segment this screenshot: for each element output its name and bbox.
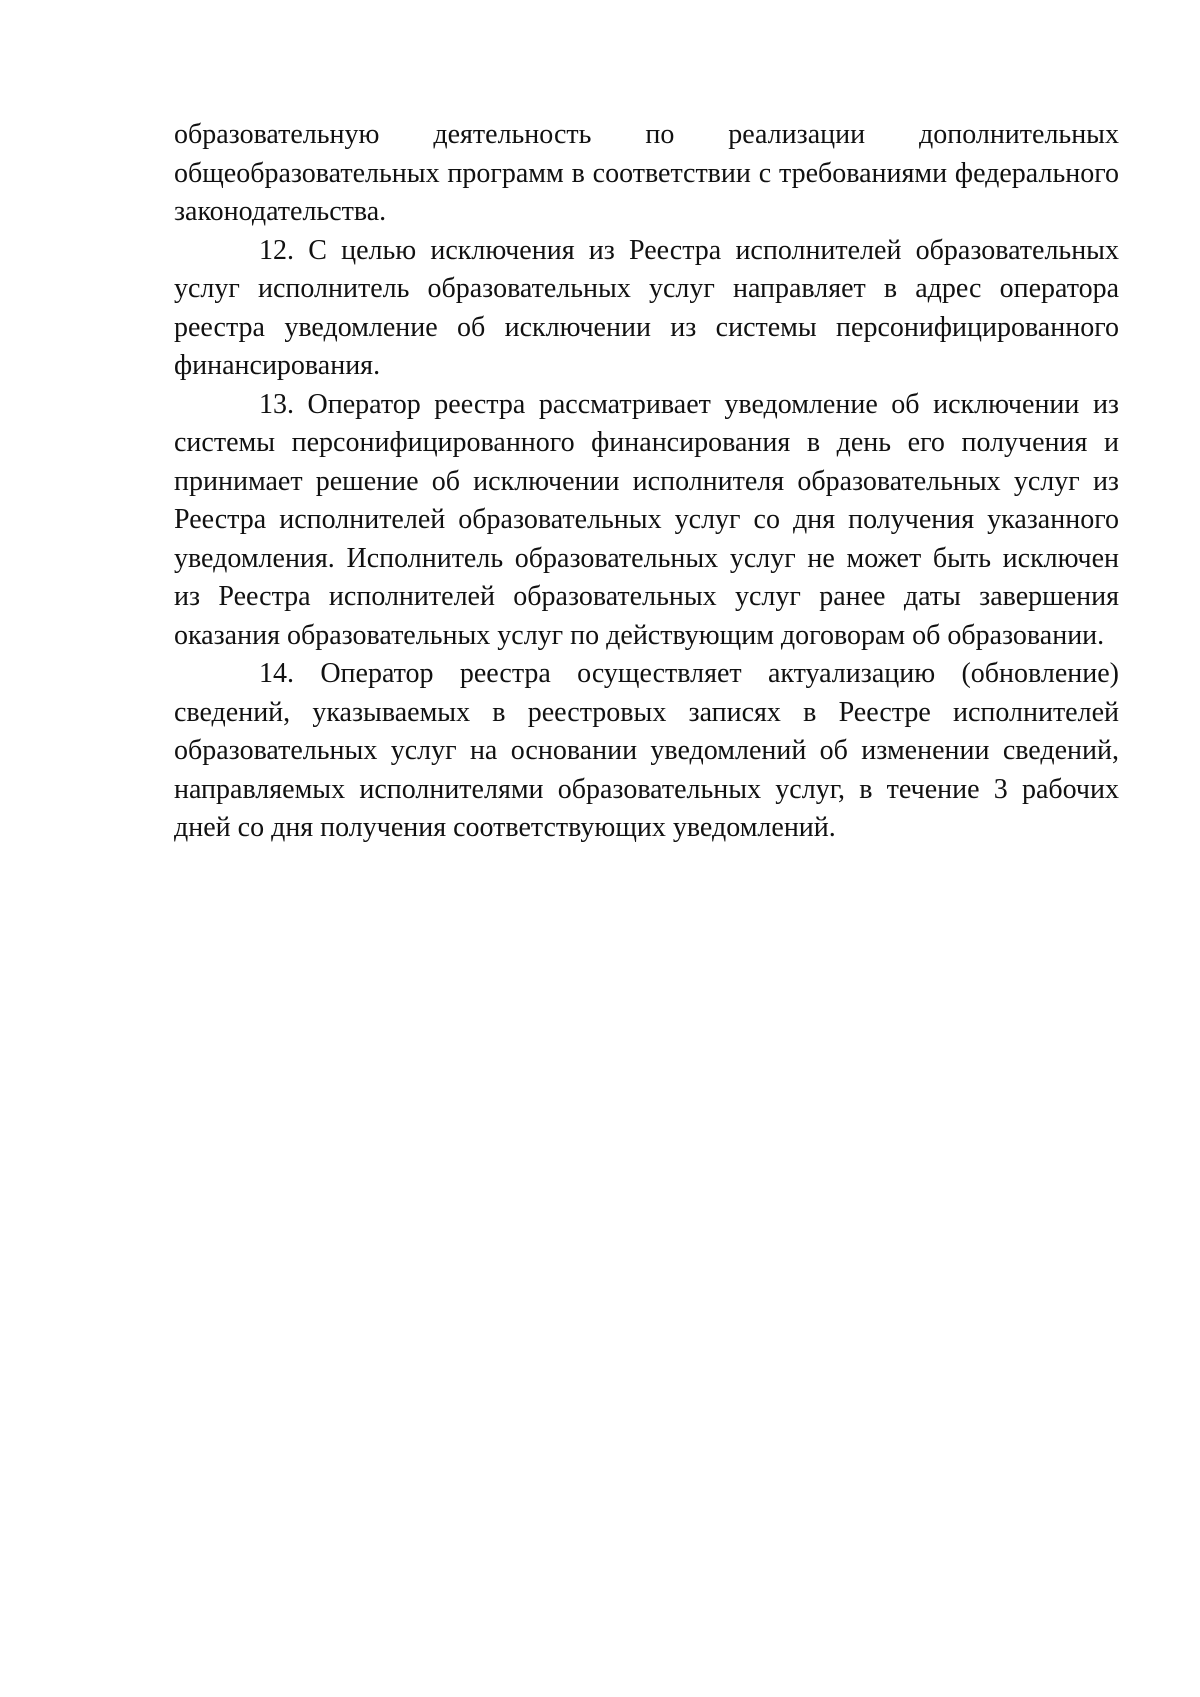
paragraph-continuation: образовательную деятельность по реализации дополнительных общеобразовательных программ в соответствии с требованиями федерального законодательства. <box>174 119 1119 227</box>
paragraph-14: 14. Оператор реестра осуществляет актуализацию (обновление) сведений, указываемых в реестровых записях в Реестре исполнителей образовательных услуг на основании уведомлений об изменении сведений, направляемых исполнителями образовательных услуг, в течение 3 рабочих дней со дня получения соответствующих уведомлений. <box>174 658 1119 843</box>
document-body <box>174 116 1119 848</box>
paragraph-13: 13. Оператор реестра рассматривает уведомление об исключении из системы персонифицированного финансирования в день его получения и принимает решение об исключении исполнителя образовательных услуг из Реестра исполнителей образовательных услуг со дня получения указанного уведомления. Исполнитель образовательных услуг не может быть исключен из Реестра исполнителей образовательных услуг ранее даты завершения оказания образовательных услуг по действующим договорам об образовании. <box>174 388 1119 651</box>
paragraph-12: 12. С целью исключения из Реестра исполнителей образовательных услуг исполнитель образовательных услуг направляет в адрес оператора реестра уведомление об исключении из системы персонифицированного финансирования. <box>174 234 1119 381</box>
